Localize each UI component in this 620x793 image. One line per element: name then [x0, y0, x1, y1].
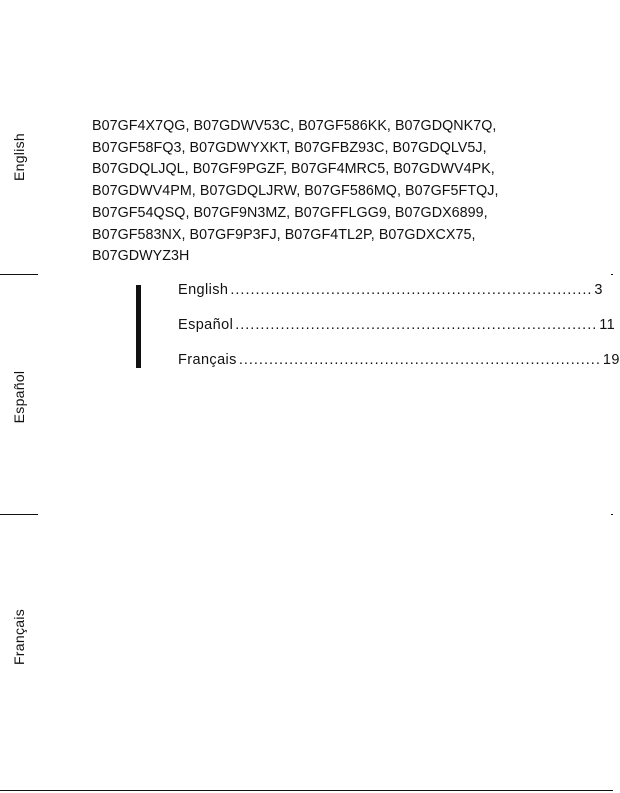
model-number-list	[92, 116, 572, 268]
side-tab-label: Español	[11, 370, 27, 424]
toc-entry-page: 19	[602, 352, 620, 368]
toc-entry-title: English	[178, 282, 229, 298]
side-tab-label: Français	[11, 608, 27, 666]
toc-entry-title: Español	[178, 317, 234, 333]
toc-leader-dots: ........................................................................	[238, 352, 601, 368]
bottom-rule	[0, 790, 613, 791]
toc-entry-title: Français	[178, 352, 237, 368]
model-list-line: B07GF54QSQ, B07GF9N3MZ, B07GFFLGG9, B07GDX6899,	[92, 204, 488, 221]
tab-divider	[0, 514, 38, 515]
side-tab-label: English	[11, 132, 27, 182]
tab-divider	[0, 274, 38, 275]
model-list-line: B07GDWV4PM, B07GDQLJRW, B07GF586MQ, B07GF5FTQJ,	[92, 183, 499, 200]
model-list-line: B07GF58FQ3, B07GDWYXKT, B07GFBZ93C, B07GDQLV5J,	[92, 139, 487, 156]
model-list-line: B07GF4X7QG, B07GDWV53C, B07GF586KK, B07GDQNK7Q,	[92, 118, 497, 134]
toc-leader-dots: ........................................................................	[235, 317, 598, 333]
toc-entry-francais[interactable]	[178, 352, 620, 387]
toc-entry-page: 3	[594, 282, 603, 298]
model-list-line: B07GDWYZ3H	[92, 248, 190, 265]
toc-leader-dots: ........................................................................	[230, 282, 593, 298]
model-list-line: B07GF583NX, B07GF9P3FJ, B07GF4TL2P, B07GDXCX75,	[92, 226, 476, 243]
right-edge-tick	[611, 274, 613, 275]
table-of-contents	[178, 282, 620, 387]
toc-entry-english[interactable]	[178, 282, 603, 317]
toc-entry-page: 11	[599, 317, 616, 333]
toc-entry-espanol[interactable]	[178, 317, 616, 352]
toc-accent-bar	[136, 285, 141, 368]
right-edge-tick	[611, 514, 613, 515]
model-list-line: B07GDQLJQL, B07GF9PGZF, B07GF4MRC5, B07GDWV4PK,	[92, 161, 495, 178]
